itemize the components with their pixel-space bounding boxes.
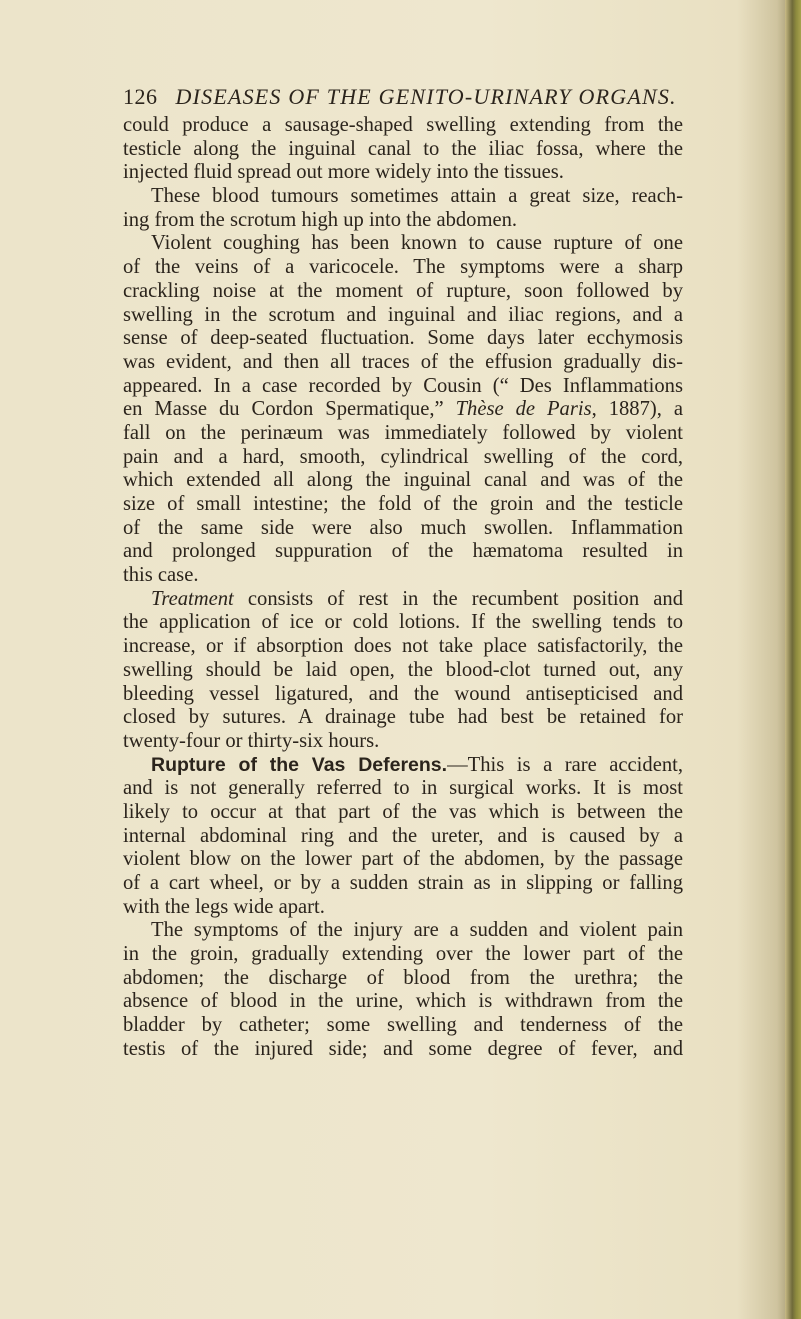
text-line: in the groin, gradually extending over the lower part of the	[123, 943, 683, 966]
text-line: appeared. In a case recorded by Cousin (“ Des Inflammations	[123, 374, 683, 397]
text-line: injected fluid spread out more widely into the tissues.	[123, 161, 564, 184]
text-line: en Masse du Cordon Spermatique,” Thèse de Paris, 1887), a	[123, 398, 684, 421]
text-line: absence of blood in the urine, which is withdrawn from the	[123, 990, 683, 1013]
text-line: crackling noise at the moment of rupture, soon followed by	[123, 279, 683, 302]
text-line: violent blow on the lower part of the abdomen, by the passage	[123, 848, 683, 871]
text-line: size of small intestine; the fold of the groin and the testicle	[123, 493, 683, 515]
text-line: fall on the perinæum was immediately followed by violent	[123, 421, 683, 444]
text-line: Violent coughing has been known to cause rupture of one	[151, 232, 683, 255]
running-header	[123, 84, 677, 110]
text-line: of the same side were also much swollen. Inflammation	[123, 516, 683, 539]
text-line: with the legs wide apart.	[123, 895, 325, 918]
text-line: Treatment consists of rest in the recumbent position and	[151, 587, 683, 610]
text-line: These blood tumours sometimes attain a great size, reach-	[151, 185, 683, 208]
text-line: testis of the injured side; and some degree of fever, and	[123, 1037, 683, 1060]
text-line: Rupture of the Vas Deferens.—This is a rare accident,	[151, 753, 683, 776]
text-line: increase, or if absorption does not take place satisfactorily, the	[123, 635, 683, 658]
text-line: the application of ice or cold lotions. If the swelling tends to	[123, 611, 683, 634]
text-line: which extended all along the inguinal canal and was of the	[123, 469, 683, 492]
page-edge-shadow	[785, 0, 801, 1319]
text-line: bladder by catheter; some swelling and tenderness of the	[123, 1014, 683, 1037]
text-line: abdomen; the discharge of blood from the urethra; the	[123, 966, 683, 989]
text-line: testicle along the inguinal canal to the iliac fossa, where the	[123, 137, 683, 160]
body-text	[123, 114, 683, 1062]
text-line: sense of deep-seated fluctuation. Some days later ecchymosis	[123, 327, 683, 350]
text-line: this case.	[123, 564, 199, 587]
text-line: was evident, and then all traces of the effusion gradually dis-	[123, 350, 683, 373]
section-heading: Rupture of the Vas Deferens.	[151, 753, 448, 776]
text-line: of a cart wheel, or by a sudden strain as in slipping or falling	[123, 872, 683, 894]
text-line: likely to occur at that part of the vas which is between the	[123, 800, 683, 823]
page-number: 126	[123, 84, 158, 109]
text-line: ing from the scrotum high up into the abdomen.	[123, 208, 518, 231]
text-line: bleeding vessel ligatured, and the wound antisepticised and	[123, 682, 683, 705]
text-line: The symptoms of the injury are a sudden and violent pain	[151, 919, 683, 942]
text-line: closed by sutures. A drainage tube had best be retained for	[123, 706, 683, 729]
text-line: and is not generally referred to in surgical works. It is most	[123, 777, 683, 800]
running-title: DISEASES OF THE GENITO-URINARY ORGANS.	[175, 84, 677, 109]
text-line: internal abdominal ring and the ureter, and is caused by a	[123, 824, 683, 847]
text-line: twenty-four or thirty-six hours.	[123, 729, 380, 752]
text-line: of the veins of a varicocele. The symptoms were a sharp	[123, 256, 683, 279]
text-line: could produce a sausage-shaped swelling extending from the	[123, 114, 683, 136]
text-line: and prolonged suppuration of the hæmatoma resulted in	[123, 540, 683, 563]
italic-heading: Treatment	[151, 587, 234, 610]
italic-citation: Thèse de Paris	[455, 398, 592, 421]
text-line: swelling in the scrotum and inguinal and iliac regions, and a	[123, 303, 683, 326]
text-line: pain and a hard, smooth, cylindrical swelling of the cord,	[123, 445, 683, 468]
text-line: swelling should be laid open, the blood-clot turned out, any	[123, 658, 683, 681]
